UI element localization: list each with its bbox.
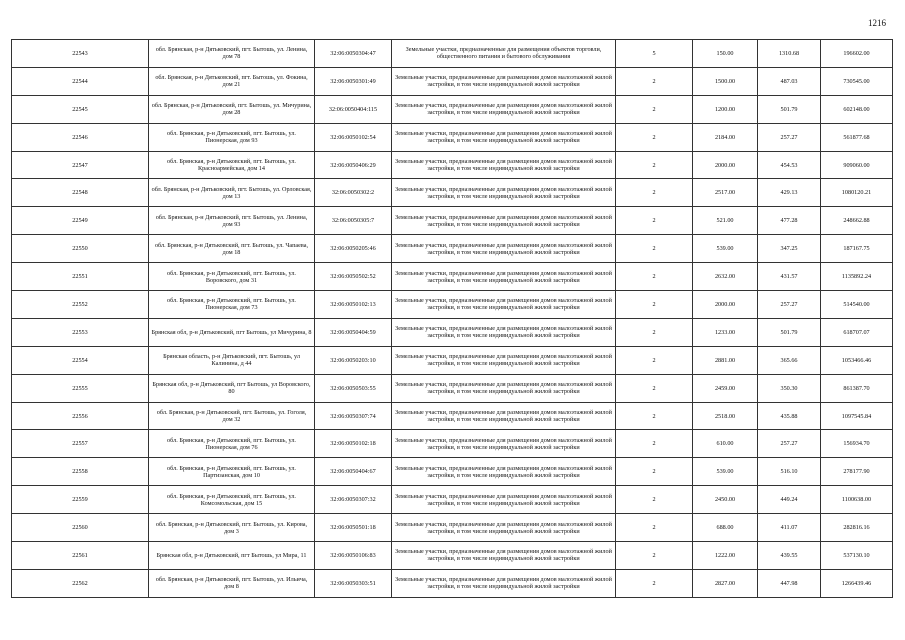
cadastral-value-cell: 909060.00 (821, 151, 893, 179)
cadastral-value-cell: 1266439.46 (821, 569, 893, 597)
cadastral-value-cell: 602148.00 (821, 95, 893, 123)
record-number-cell: 22545 (12, 95, 149, 123)
table-row (12, 40, 893, 68)
group-number-cell: 2 (616, 151, 693, 179)
area-cell: 150.00 (693, 40, 758, 68)
table-row (12, 346, 893, 374)
area-cell: 2459.00 (693, 374, 758, 402)
specific-value-cell: 447.98 (758, 569, 821, 597)
permitted-use-cell: Земельные участки, предназначенные для размещения домов малоэтажной жилой застройки, в том числе индивидуальной жилой застройки (392, 542, 616, 570)
address-cell: обл. Брянская, р-н Дятьковский, пгт. Бытошь, ул. Мичурина, дом 28 (149, 95, 315, 123)
specific-value-cell: 501.79 (758, 95, 821, 123)
record-number-cell: 22557 (12, 430, 149, 458)
table-body (12, 40, 893, 598)
cadastral-number-cell: 32:06:0050307:74 (315, 402, 392, 430)
group-number-cell: 2 (616, 123, 693, 151)
specific-value-cell: 439.55 (758, 542, 821, 570)
cadastral-number-cell: 32:06:0050302:2 (315, 179, 392, 207)
cadastral-value-cell: 1135892.24 (821, 263, 893, 291)
table-row (12, 318, 893, 346)
group-number-cell: 2 (616, 346, 693, 374)
area-cell: 1222.00 (693, 542, 758, 570)
specific-value-cell: 257.27 (758, 430, 821, 458)
group-number-cell: 2 (616, 402, 693, 430)
cadastral-number-cell: 32:06:0050203:10 (315, 346, 392, 374)
table-row (12, 95, 893, 123)
address-cell: обл. Брянская, р-н Дятьковский, пгт. Бытошь, ул. Гоголя, дом 32 (149, 402, 315, 430)
cadastral-number-cell: 32:06:0050304:47 (315, 40, 392, 68)
address-cell: обл. Брянская, р-н Дятьковский, пгт. Бытошь, ул. Пионерская, дом 93 (149, 123, 315, 151)
group-number-cell: 5 (616, 40, 693, 68)
cadastral-number-cell: 32:06:0050106:83 (315, 542, 392, 570)
group-number-cell: 2 (616, 263, 693, 291)
table-row (12, 235, 893, 263)
specific-value-cell: 429.13 (758, 179, 821, 207)
group-number-cell: 2 (616, 67, 693, 95)
record-number-cell: 22553 (12, 318, 149, 346)
group-number-cell: 2 (616, 374, 693, 402)
address-cell: обл. Брянская, р-н Дятьковский, пгт. Бытошь, ул. Пионерская, дом 73 (149, 291, 315, 319)
area-cell: 2000.00 (693, 291, 758, 319)
area-cell: 2517.00 (693, 179, 758, 207)
specific-value-cell: 431.57 (758, 263, 821, 291)
group-number-cell: 2 (616, 207, 693, 235)
permitted-use-cell: Земельные участки, предназначенные для размещения домов малоэтажной жилой застройки, в том числе индивидуальной жилой застройки (392, 207, 616, 235)
table-row (12, 207, 893, 235)
address-cell: Брянская область, р-н Дятьковский, пгт. Бытошь, ул Калинина, д 44 (149, 346, 315, 374)
cadastral-value-cell: 618707.07 (821, 318, 893, 346)
record-number-cell: 22546 (12, 123, 149, 151)
cadastral-value-cell: 1097545.84 (821, 402, 893, 430)
cadastral-value-cell: 1080120.21 (821, 179, 893, 207)
specific-value-cell: 454.53 (758, 151, 821, 179)
record-number-cell: 22558 (12, 458, 149, 486)
group-number-cell: 2 (616, 318, 693, 346)
specific-value-cell: 1310.68 (758, 40, 821, 68)
specific-value-cell: 347.25 (758, 235, 821, 263)
cadastral-number-cell: 32:06:0050404:59 (315, 318, 392, 346)
cadastral-value-cell: 561877.68 (821, 123, 893, 151)
table-row (12, 542, 893, 570)
record-number-cell: 22543 (12, 40, 149, 68)
permitted-use-cell: Земельные участки, предназначенные для размещения домов малоэтажной жилой застройки, в том числе индивидуальной жилой застройки (392, 151, 616, 179)
permitted-use-cell: Земельные участки, предназначенные для размещения домов малоэтажной жилой застройки, в том числе индивидуальной жилой застройки (392, 346, 616, 374)
permitted-use-cell: Земельные участки, предназначенные для размещения домов малоэтажной жилой застройки, в том числе индивидуальной жилой застройки (392, 179, 616, 207)
address-cell: обл. Брянская, р-н Дятьковский, пгт. Бытошь, ул. Чапаева, дом 18 (149, 235, 315, 263)
group-number-cell: 2 (616, 542, 693, 570)
area-cell: 610.00 (693, 430, 758, 458)
permitted-use-cell: Земельные участки, предназначенные для размещения домов малоэтажной жилой застройки, в том числе индивидуальной жилой застройки (392, 430, 616, 458)
specific-value-cell: 435.88 (758, 402, 821, 430)
address-cell: обл. Брянская, р-н Дятьковский, пгт. Бытошь, ул. Пионерская, дом 76 (149, 430, 315, 458)
area-cell: 2000.00 (693, 151, 758, 179)
group-number-cell: 2 (616, 569, 693, 597)
permitted-use-cell: Земельные участки, предназначенные для размещения домов малоэтажной жилой застройки, в том числе индивидуальной жилой застройки (392, 291, 616, 319)
cadastral-value-cell: 187167.75 (821, 235, 893, 263)
specific-value-cell: 411.07 (758, 514, 821, 542)
area-cell: 521.00 (693, 207, 758, 235)
table-row (12, 67, 893, 95)
area-cell: 2881.00 (693, 346, 758, 374)
address-cell: обл. Брянская, р-н Дятьковский, пгт. Бытошь, ул. Партизанская, дом 10 (149, 458, 315, 486)
address-cell: обл. Брянская, р-н Дятьковский, пгт. Бытошь, ул. Орловская, дом 13 (149, 179, 315, 207)
permitted-use-cell: Земельные участки, предназначенные для размещения домов малоэтажной жилой застройки, в том числе индивидуальной жилой застройки (392, 569, 616, 597)
table-row (12, 123, 893, 151)
table-row (12, 179, 893, 207)
address-cell: обл. Брянская, р-н Дятьковский, пгт. Бытошь, ул. Комсомольская, дом 15 (149, 486, 315, 514)
address-cell: Брянская обл, р-н Дятьковский, пгт Бытошь, ул Мичурина, 8 (149, 318, 315, 346)
specific-value-cell: 449.24 (758, 486, 821, 514)
cadastral-value-cell: 278177.90 (821, 458, 893, 486)
address-cell: обл. Брянская, р-н Дятьковский, пгт. Бытошь, ул. Фокина, дом 21 (149, 67, 315, 95)
record-number-cell: 22559 (12, 486, 149, 514)
area-cell: 2632.00 (693, 263, 758, 291)
cadastral-value-cell: 1053466.46 (821, 346, 893, 374)
cadastral-number-cell: 32:06:0050502:52 (315, 263, 392, 291)
table-row (12, 374, 893, 402)
permitted-use-cell: Земельные участки, предназначенные для размещения объектов торговли, общественного питания и бытового обслуживания (392, 40, 616, 68)
cadastral-number-cell: 32:06:0050102:13 (315, 291, 392, 319)
group-number-cell: 2 (616, 95, 693, 123)
area-cell: 2518.00 (693, 402, 758, 430)
group-number-cell: 2 (616, 486, 693, 514)
cadastral-value-cell: 196602.00 (821, 40, 893, 68)
cadastral-value-cell: 730545.00 (821, 67, 893, 95)
table-row (12, 430, 893, 458)
address-cell: обл. Брянская, р-н Дятьковский, пгт. Бытошь, ул. Ильича, дом 8 (149, 569, 315, 597)
record-number-cell: 22555 (12, 374, 149, 402)
group-number-cell: 2 (616, 430, 693, 458)
record-number-cell: 22556 (12, 402, 149, 430)
address-cell: Брянская обл, р-н Дятьковский, пгт Бытошь, ул Мира, 11 (149, 542, 315, 570)
cadastral-value-cell: 156934.70 (821, 430, 893, 458)
specific-value-cell: 257.27 (758, 123, 821, 151)
group-number-cell: 2 (616, 458, 693, 486)
cadastral-number-cell: 32:06:0050301:49 (315, 67, 392, 95)
group-number-cell: 2 (616, 235, 693, 263)
cadastral-number-cell: 32:06:0050205:46 (315, 235, 392, 263)
area-cell: 688.00 (693, 514, 758, 542)
permitted-use-cell: Земельные участки, предназначенные для размещения домов малоэтажной жилой застройки, в том числе индивидуальной жилой застройки (392, 318, 616, 346)
area-cell: 1233.00 (693, 318, 758, 346)
specific-value-cell: 477.28 (758, 207, 821, 235)
address-cell: Брянская обл, р-н Дятьковский, пгт Бытошь, ул Воровского, 80 (149, 374, 315, 402)
permitted-use-cell: Земельные участки, предназначенные для размещения домов малоэтажной жилой застройки, в том числе индивидуальной жилой застройки (392, 458, 616, 486)
table-row (12, 514, 893, 542)
address-cell: обл. Брянская, р-н Дятьковский, пгт. Бытошь, ул. Кирова, дом 3 (149, 514, 315, 542)
cadastral-number-cell: 32:06:0050303:51 (315, 569, 392, 597)
record-number-cell: 22554 (12, 346, 149, 374)
record-number-cell: 22560 (12, 514, 149, 542)
group-number-cell: 2 (616, 514, 693, 542)
record-number-cell: 22548 (12, 179, 149, 207)
specific-value-cell: 487.03 (758, 67, 821, 95)
table-row (12, 402, 893, 430)
cadastral-number-cell: 32:06:0050102:54 (315, 123, 392, 151)
specific-value-cell: 516.10 (758, 458, 821, 486)
table-row (12, 263, 893, 291)
record-number-cell: 22550 (12, 235, 149, 263)
record-number-cell: 22551 (12, 263, 149, 291)
specific-value-cell: 501.79 (758, 318, 821, 346)
page-number: 1216 (868, 18, 886, 28)
area-cell: 2184.00 (693, 123, 758, 151)
permitted-use-cell: Земельные участки, предназначенные для размещения домов малоэтажной жилой застройки, в том числе индивидуальной жилой застройки (392, 402, 616, 430)
cadastral-number-cell: 32:06:0050503:55 (315, 374, 392, 402)
permitted-use-cell: Земельные участки, предназначенные для размещения домов малоэтажной жилой застройки, в том числе индивидуальной жилой застройки (392, 514, 616, 542)
record-number-cell: 22561 (12, 542, 149, 570)
cadastral-number-cell: 32:06:0050307:32 (315, 486, 392, 514)
permitted-use-cell: Земельные участки, предназначенные для размещения домов малоэтажной жилой застройки, в том числе индивидуальной жилой застройки (392, 486, 616, 514)
area-cell: 539.00 (693, 235, 758, 263)
area-cell: 1200.00 (693, 95, 758, 123)
record-number-cell: 22547 (12, 151, 149, 179)
cadastral-value-cell: 861387.70 (821, 374, 893, 402)
group-number-cell: 2 (616, 291, 693, 319)
record-number-cell: 22562 (12, 569, 149, 597)
permitted-use-cell: Земельные участки, предназначенные для размещения домов малоэтажной жилой застройки, в том числе индивидуальной жилой застройки (392, 95, 616, 123)
cadastral-number-cell: 32:06:0050404:115 (315, 95, 392, 123)
address-cell: обл. Брянская, р-н Дятьковский, пгт. Бытошь, ул. Ленина, дом 78 (149, 40, 315, 68)
cadastral-number-cell: 32:06:0050406:29 (315, 151, 392, 179)
specific-value-cell: 350.30 (758, 374, 821, 402)
cadastral-number-cell: 32:06:0050501:18 (315, 514, 392, 542)
cadastral-value-cell: 1100638.00 (821, 486, 893, 514)
record-number-cell: 22549 (12, 207, 149, 235)
permitted-use-cell: Земельные участки, предназначенные для размещения домов малоэтажной жилой застройки, в том числе индивидуальной жилой застройки (392, 67, 616, 95)
area-cell: 1500.00 (693, 67, 758, 95)
permitted-use-cell: Земельные участки, предназначенные для размещения домов малоэтажной жилой застройки, в том числе индивидуальной жилой застройки (392, 263, 616, 291)
cadastral-value-cell: 537130.10 (821, 542, 893, 570)
cadastral-value-cell: 282816.16 (821, 514, 893, 542)
table-row (12, 486, 893, 514)
address-cell: обл. Брянская, р-н Дятьковский, пгт. Бытошь, ул. Воровского, дом 31 (149, 263, 315, 291)
table-row (12, 151, 893, 179)
permitted-use-cell: Земельные участки, предназначенные для размещения домов малоэтажной жилой застройки, в том числе индивидуальной жилой застройки (392, 123, 616, 151)
permitted-use-cell: Земельные участки, предназначенные для размещения домов малоэтажной жилой застройки, в том числе индивидуальной жилой застройки (392, 235, 616, 263)
specific-value-cell: 257.27 (758, 291, 821, 319)
cadastral-number-cell: 32:06:0050404:67 (315, 458, 392, 486)
specific-value-cell: 365.66 (758, 346, 821, 374)
address-cell: обл. Брянская, р-н Дятьковский, пгт. Бытошь, ул. Красноармейская, дом 14 (149, 151, 315, 179)
record-number-cell: 22544 (12, 67, 149, 95)
record-number-cell: 22552 (12, 291, 149, 319)
table-row (12, 458, 893, 486)
cadastral-value-table (11, 39, 893, 598)
area-cell: 539.00 (693, 458, 758, 486)
cadastral-number-cell: 32:06:0050102:18 (315, 430, 392, 458)
group-number-cell: 2 (616, 179, 693, 207)
area-cell: 2827.00 (693, 569, 758, 597)
area-cell: 2450.00 (693, 486, 758, 514)
address-cell: обл. Брянская, р-н Дятьковский, пгт. Бытошь, ул. Ленина, дом 93 (149, 207, 315, 235)
cadastral-value-cell: 514540.00 (821, 291, 893, 319)
table-row (12, 291, 893, 319)
table-row (12, 569, 893, 597)
cadastral-number-cell: 32:06:0050305:7 (315, 207, 392, 235)
permitted-use-cell: Земельные участки, предназначенные для размещения домов малоэтажной жилой застройки, в том числе индивидуальной жилой застройки (392, 374, 616, 402)
cadastral-value-cell: 248662.88 (821, 207, 893, 235)
